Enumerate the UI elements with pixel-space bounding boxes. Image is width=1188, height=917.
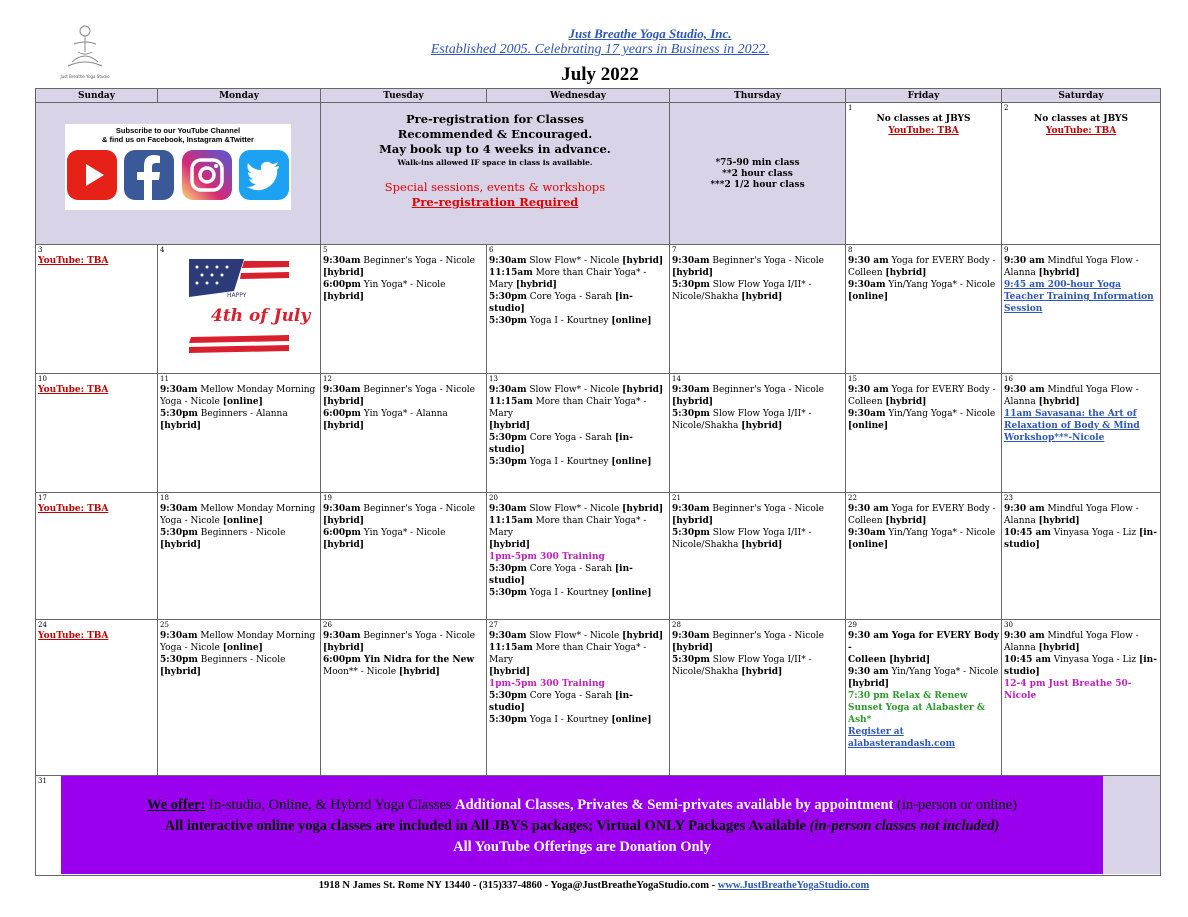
day-cell-18: 18 9:30am Mellow Monday Morning Yoga - Nicole [online] 5:30pm Beginners - Nicole [hybrid] bbox=[158, 493, 321, 620]
meditating-figure-icon bbox=[52, 22, 118, 74]
special-sessions-text: Special sessions, events & workshops bbox=[384, 180, 606, 194]
svg-text:4th of July: 4th of July bbox=[211, 306, 311, 326]
teacher-training-info-link[interactable]: 9:45 am 200-hour Yoga Teacher Training Information Session bbox=[1004, 280, 1154, 314]
offerings-line-3: All YouTube Offerings are Donation Only bbox=[453, 839, 711, 855]
day-cell-27: 27 9:30am Slow Flow* - Nicole [hybrid] 11:15am More than Chair Yoga* - Mary [hybrid] 1pm-5pm 300 Training 5:30pm Core Yoga - Sarah [in-studio] 5:30pm Yoga I - Kourtney [online] bbox=[487, 620, 670, 776]
day-cell-7: 7 9:30am Beginner's Yoga - Nicole [hybrid] 5:30pm Slow Flow Yoga I/II* - Nicole/Shakha [hybrid] bbox=[670, 245, 846, 374]
weekday-saturday: Saturday bbox=[1002, 89, 1161, 103]
facebook-icon[interactable] bbox=[124, 150, 174, 200]
day-cell-2 bbox=[1002, 103, 1161, 245]
preregistration-required-link[interactable]: Pre-registration Required bbox=[411, 195, 579, 209]
day-cell-4: 4 HAPPY 4th of July bbox=[158, 245, 321, 374]
weekday-header-row bbox=[36, 89, 1161, 103]
day-cell-29: 29 9:30 am Yoga for EVERY Body - Colleen [hybrid] 9:30 am Yin/Yang Yoga* - Nicole [hybrid] 7:30 pm Relax & Renew Sunset Yoga at Alabaster & Ash* Register at alabasterandash.com bbox=[846, 620, 1002, 776]
studio-name[interactable]: Just Breathe Yoga Studio, Inc. bbox=[568, 26, 732, 41]
studio-established[interactable]: Established 2005. Celebrating 17 years in Business in 2022. bbox=[430, 42, 770, 57]
day-cell-16: 16 9:30 am Mindful Yoga Flow - Alanna [hybrid] 11am Savasana: the Art of Relaxation of Body & Mind Workshop***-Nicole bbox=[1002, 374, 1161, 493]
day-cell-15: 15 9:30 am Yoga for EVERY Body - Colleen [hybrid] 9:30am Yin/Yang Yoga* - Nicole [online] bbox=[846, 374, 1002, 493]
social-icons bbox=[65, 144, 291, 200]
day-cell-30: 30 9:30 am Mindful Yoga Flow - Alanna [hybrid] 10:45 am Vinyasa Yoga - Liz [in- studio] 12-4 pm Just Breathe 50-Nicole bbox=[1002, 620, 1161, 776]
training-event-text: 1pm-5pm 300 Training bbox=[489, 679, 605, 689]
youtube-tba-link[interactable]: YouTube: TBA bbox=[38, 385, 109, 395]
instagram-icon[interactable] bbox=[182, 150, 232, 200]
day-cell-14: 14 9:30am Beginner's Yoga - Nicole [hybrid] 5:30pm Slow Flow Yoga I/II* - Nicole/Shakha [hybrid] bbox=[670, 374, 846, 493]
just-breathe-50-event-text: 12-4 pm Just Breathe 50-Nicole bbox=[1004, 679, 1132, 701]
studio-logo bbox=[52, 22, 118, 84]
day-number: 1 bbox=[848, 104, 853, 112]
social-text: Subscribe to our YouTube Channel & find us on Facebook, Instagram &Twitter bbox=[102, 126, 254, 144]
calendar-table bbox=[35, 88, 1161, 876]
twitter-icon[interactable] bbox=[239, 150, 289, 200]
class-length-notes-cell bbox=[670, 103, 846, 245]
day-cell-20: 20 9:30am Slow Flow* - Nicole [hybrid] 11:15am More than Chair Yoga* - Mary [hybrid] 1pm-5pm 300 Training 5:30pm Core Yoga - Sarah [in-studio] 5:30pm Yoga I - Kourtney [online] bbox=[487, 493, 670, 620]
day-cell-25: 25 9:30am Mellow Monday Morning Yoga - Nicole [online] 5:30pm Beginners - Nicole [hybrid] bbox=[158, 620, 321, 776]
day-cell-23: 23 9:30 am Mindful Yoga Flow - Alanna [hybrid] 10:45 am Vinyasa Yoga - Liz [in- studio] bbox=[1002, 493, 1161, 620]
youtube-tba-link[interactable]: YouTube: TBA bbox=[1045, 126, 1117, 136]
youtube-tba-link[interactable]: YouTube: TBA bbox=[38, 256, 109, 266]
day-cell-19: 19 9:30am Beginner's Yoga - Nicole [hybrid] 6:00pm Yin Yoga* - Nicole [hybrid] bbox=[321, 493, 487, 620]
day-cell-3: 3 YouTube: TBA bbox=[36, 245, 158, 374]
weekday-friday: Friday bbox=[846, 89, 1002, 103]
weekday-sunday: Sunday bbox=[36, 89, 158, 103]
preregistration-cell bbox=[321, 103, 670, 245]
logo-caption: Just Breathe Yoga Studio bbox=[60, 74, 110, 79]
class-length-notes: *75-90 min class **2 hour class ***2 1/2 hour class bbox=[710, 158, 805, 190]
training-event-text: 1pm-5pm 300 Training bbox=[489, 552, 605, 562]
weekday-monday: Monday bbox=[158, 89, 321, 103]
youtube-tba-link[interactable]: YouTube: TBA bbox=[38, 504, 109, 514]
preregistration-notice: Pre-registration for Classes Recommended & Encouraged. May book up to 4 weeks in advance. Walk-ins allowed IF space in class is available. Special sessions, events & workshops Pre-registration Required bbox=[323, 104, 667, 210]
day-cell-31 bbox=[36, 776, 1161, 876]
intro-row bbox=[36, 103, 1161, 245]
day-cell-8: 8 9:30 am Yoga for EVERY Body - Colleen [hybrid] 9:30am Yin/Yang Yoga* - Nicole [online] bbox=[846, 245, 1002, 374]
social-media-cell bbox=[36, 103, 321, 245]
day-cell-5: 5 9:30am Beginner's Yoga - Nicole [hybrid] 6:00pm Yin Yoga* - Nicole [hybrid] bbox=[321, 245, 487, 374]
week-row-2 bbox=[36, 374, 1161, 493]
no-classes-text: No classes at JBYS bbox=[876, 114, 971, 124]
youtube-icon[interactable] bbox=[67, 150, 117, 200]
week-row-4 bbox=[36, 620, 1161, 776]
day-number: 31 bbox=[38, 777, 47, 785]
footer-address: 1918 N James St. Rome NY 13440 - (315)337-4860 - Yoga@JustBreatheYogaStudio.com - bbox=[318, 880, 718, 891]
day-cell-21: 21 9:30am Beginner's Yoga - Nicole [hybrid] 5:30pm Slow Flow Yoga I/II* - Nicole/Shakha [hybrid] bbox=[670, 493, 846, 620]
day-cell-1 bbox=[846, 103, 1002, 245]
weekday-wednesday: Wednesday bbox=[487, 89, 670, 103]
week-row-3 bbox=[36, 493, 1161, 620]
day-cell-26: 26 9:30am Beginner's Yoga - Nicole [hybrid] 6:00pm Yin Nidra for the New Moon** - Nicole [hybrid] bbox=[321, 620, 487, 776]
day-number: 2 bbox=[1004, 104, 1009, 112]
social-media-banner[interactable] bbox=[65, 124, 291, 210]
no-classes-text: No classes at JBYS bbox=[1034, 114, 1128, 124]
day-cell-9: 9 9:30 am Mindful Yoga Flow - Alanna [hybrid] 9:45 am 200-hour Yoga Teacher Training Information Session bbox=[1002, 245, 1161, 374]
savasana-workshop-link[interactable]: 11am Savasana: the Art of Relaxation of Body & Mind Workshop***-Nicole bbox=[1004, 409, 1140, 443]
day-cell-12: 12 9:30am Beginner's Yoga - Nicole [hybrid] 6:00pm Yin Yoga* - Alanna [hybrid] bbox=[321, 374, 487, 493]
sunset-yoga-event-text: 7:30 pm Relax & Renew Sunset Yoga at Alabaster & Ash* bbox=[848, 691, 986, 725]
offerings-line-2: All interactive online yoga classes are included in All JBYS packages; Virtual ONLY Packages Available (in-person classes not included) bbox=[164, 818, 1000, 834]
day-cell-6: 6 9:30am Slow Flow* - Nicole [hybrid] 11:15am More than Chair Yoga* - Mary [hybrid] 5:30pm Core Yoga - Sarah [in-studio] 5:30pm Yoga I - Kourtney [online] bbox=[487, 245, 670, 374]
offerings-banner bbox=[61, 776, 1103, 874]
day-cell-28: 28 9:30am Beginner's Yoga - Nicole [hybrid] 5:30pm Slow Flow Yoga I/II* - Nicole/Shakha [hybrid] bbox=[670, 620, 846, 776]
website-link[interactable]: www.JustBreatheYogaStudio.com bbox=[717, 880, 870, 891]
day-cell-13: 13 9:30am Slow Flow* - Nicole [hybrid] 11:15am More than Chair Yoga* - Mary [hybrid] 5:30pm Core Yoga - Sarah [in-studio] 5:30pm Yoga I - Kourtney [online] bbox=[487, 374, 670, 493]
alabaster-register-link[interactable]: Register at alabasterandash.com bbox=[848, 727, 956, 749]
week-row-1 bbox=[36, 245, 1161, 374]
fourth-of-july-flag-image bbox=[189, 259, 311, 359]
weekday-tuesday: Tuesday bbox=[321, 89, 487, 103]
day-cell-24: 24 YouTube: TBA bbox=[36, 620, 158, 776]
last-row bbox=[36, 776, 1161, 876]
weekday-thursday: Thursday bbox=[670, 89, 846, 103]
footer-contact bbox=[0, 880, 1188, 891]
day-cell-17: 17 YouTube: TBA bbox=[36, 493, 158, 620]
day-cell-22: 22 9:30 am Yoga for EVERY Body - Colleen [hybrid] 9:30am Yin/Yang Yoga* - Nicole [online] bbox=[846, 493, 1002, 620]
svg-text:HAPPY: HAPPY bbox=[227, 292, 247, 299]
month-title: July 2022 bbox=[561, 64, 639, 85]
youtube-tba-link[interactable]: YouTube: TBA bbox=[888, 126, 959, 136]
banner-filler bbox=[1103, 776, 1160, 874]
youtube-tba-link[interactable]: YouTube: TBA bbox=[38, 631, 109, 641]
offerings-line-1: We offer: In-studio, Online, & Hybrid Yoga Classes Additional Classes, Privates & Semi-privates available by appointment (in-person or online) bbox=[147, 797, 1017, 813]
day-cell-10: 10 YouTube: TBA bbox=[36, 374, 158, 493]
day-cell-11: 11 9:30am Mellow Monday Morning Yoga - Nicole [online] 5:30pm Beginners - Alanna [hybrid] bbox=[158, 374, 321, 493]
